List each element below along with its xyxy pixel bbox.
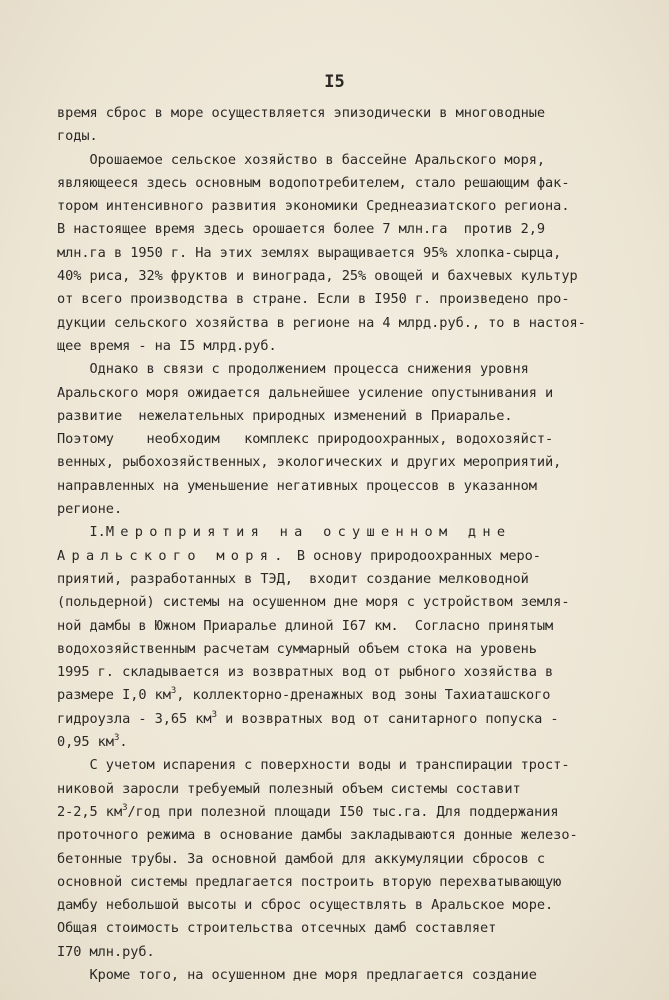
section-heading-part2: Аральского моря. — [57, 547, 289, 564]
text-line: гидроузла - 3,65 $км^3$ и возвратных вод от санитарного попуска - — [57, 709, 559, 727]
section-heading-rest: В основу природоохранных меро- — [288, 547, 541, 564]
text-line: от всего производства в стране. Если в I950 г. произведено про- — [57, 291, 570, 308]
text-line: Орошаемое сельское хозяйство в бассейне Аральского моря, — [57, 151, 546, 168]
text-line: 2-2,5 $км^3$/год при полезной площади I50 тыс.га. Для поддержания — [57, 802, 559, 820]
text-line: 0,95 $км^3$. — [57, 733, 128, 751]
text-line: водохозяйственным расчетам суммарный объем стока на уровень — [57, 640, 537, 657]
text-line: направленных на уменьшение негативных процессов в указанном — [57, 477, 537, 494]
section-number: I. — [89, 524, 106, 541]
text-line: размере I,0 $км^3$, коллекторно-дренажных вод зоны Тахиаташского — [57, 686, 551, 704]
text-line: являющееся здесь основным водопотребителем, стало решающим фак- — [57, 174, 570, 191]
text-line: Однако в связи с продолжением процесса снижения уровня — [57, 361, 529, 378]
text-line: Кроме того, на осушенном дне моря предлагается создание — [57, 966, 537, 983]
text-line: 1995 г. складывается из возвратных вод от рыбного хозяйства в — [57, 664, 554, 681]
text-line: никовой заросли требуемый полезный объем системы составит — [57, 780, 521, 797]
text-line: основной системы предлагается построить вторую перехватывающую — [57, 873, 562, 890]
text-line: I70 млн.руб. — [57, 943, 155, 960]
section-heading-line — [57, 545, 617, 568]
text-line: дукции сельского хозяйства в регионе на 4 млрд.руб., то в настоя- — [57, 314, 586, 331]
text-line: тором интенсивного развития экономики Среднеазиатского региона. — [57, 198, 570, 215]
text-line: млн.га в 1950 г. На этих землях выращивается 95% хлопка-сырца, — [57, 244, 562, 261]
text-line: (польдерной) системы на осушенном дне моря с устройством земля- — [57, 594, 570, 611]
text-line: С учетом испарения с поверхности воды и транспирации трост- — [57, 757, 570, 774]
text-line: годы. — [57, 128, 98, 145]
text-line: венных, рыбохозяйственных, экологических и других мероприятий, — [57, 454, 562, 471]
text-line: время сброс в море осуществляется эпизодически в многоводные — [57, 105, 546, 121]
page-number: I5 — [324, 72, 345, 92]
section-heading-line — [57, 521, 617, 544]
text-line: щее время - на I5 млрд.руб. — [57, 337, 277, 354]
section-heading-part1: Мероприятия на осушенном дне — [105, 524, 512, 541]
text-line: дамбу небольшой высоты и сброс осуществлять в Аральское море. — [57, 897, 554, 914]
text-line: ной дамбы в Южном Приаралье длиной I67 км. Согласно принятым — [57, 617, 554, 634]
body-text — [57, 102, 617, 987]
text-line: проточного режима в основание дамбы закладываются донные железо- — [57, 827, 578, 844]
text-line: 40% риса, 32% фруктов и винограда, 25% овощей и бахчевых культур — [57, 268, 578, 285]
text-line: приятий, разработанных в ТЭД, входит создание мелководной — [57, 570, 529, 587]
text-line: Общая стоимость строительства отсечных дамб составляет — [57, 920, 497, 937]
text-line: Поэтому необходим комплекс природоохранных, водохозяйст- — [57, 431, 554, 448]
text-line: развитие нежелательных природных изменений в Приаралье. — [57, 407, 513, 424]
text-line: бетонные трубы. За основной дамбой для аккумуляции сбросов с — [57, 850, 546, 867]
text-line: В настоящее время здесь орошается более 7 млн.га против 2,9 — [57, 221, 546, 238]
text-line: регионе. — [57, 501, 123, 518]
text-line: Аральского моря ожидается дальнейшее усиление опустынивания и — [57, 384, 554, 401]
